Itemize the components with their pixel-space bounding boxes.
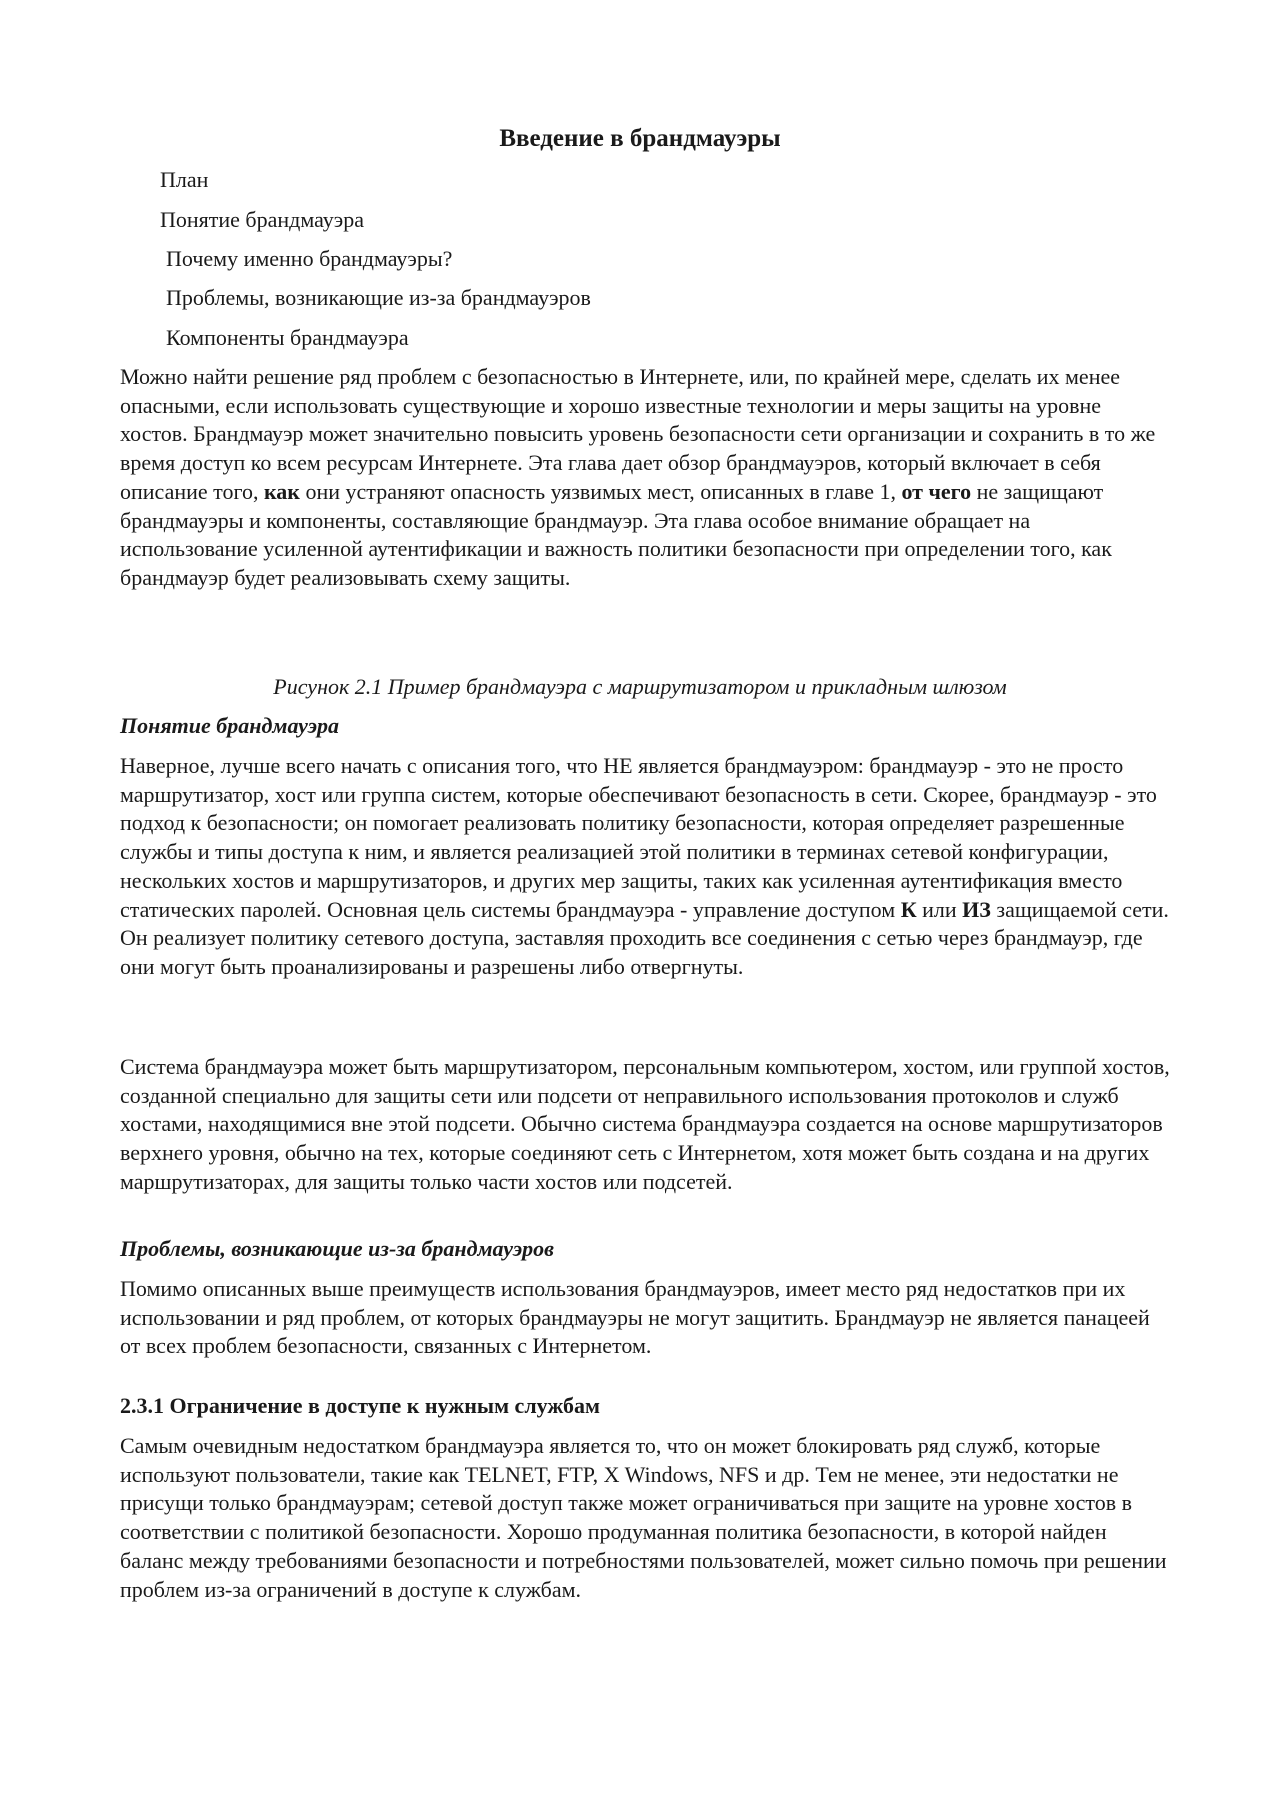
plan-item: Понятие брандмауэра [160,207,364,232]
section1-paragraph-2: Система брандмауэра может быть маршрутизатором, персональным компьютером, хостом, или группой хостов, созданной специально для защиты сети или подсети от неправильного использования протоколов и служб хостами, находящимися вне этой подсети. Обычно система брандмауэра создается на основе маршрутизаторов верхнего уровня, обычно на тех, которые соединяют сеть с Интернетом, хотя может быть создана и на других маршрутизаторах, для защиты только части хостов или подсетей. [120,1054,1170,1194]
emphasis-ot-chego: от чего [901,478,972,504]
document-title: Введение в брандмауэры [499,125,781,152]
section2-paragraph: Помимо описанных выше преимуществ использования брандмауэров, имеет место ряд недостатков при их использовании и ряд проблем, от которых брандмауэры не могут защитить. Брандмауэр не является панацеей от всех проблем безопасности, связанных с Интернетом. [120,1276,1150,1359]
plan-item: Почему именно брандмауэры? [166,246,453,271]
intro-paragraph: Можно найти решение ряд проблем с безопасностью в Интернете, или, по крайней мере, сделать их менее опасными, если использовать существующие и хорошо известные технологии и меры защиты на уровне хостов. Брандмауэр может значительно повысить уровень безопасности сети организации и сохранить в то же время доступ ко всем ресурсам Интернете. Эта глава дает обзор брандмауэров, который включает в себя описание того, как они устраняют опасность уязвимых мест, описанных в главе 1, от чего не защищают брандмауэры и компоненты, составляющие брандмауэр. Эта глава особое внимание обращает на использование усиленной аутентификации и важность политики безопасности при определении того, как брандмауэр будет реализовывать схему защиты. [120,364,1156,590]
subsection-heading: 2.3.1 Ограничение в доступе к нужным службам [120,1393,601,1418]
figure-caption: Рисунок 2.1 Пример брандмауэра с маршрутизатором и прикладным шлюзом [273,674,1007,699]
section1-paragraph-1: Наверное, лучше всего начать с описания того, что НЕ является брандмауэром: брандмауэр - это не просто маршрутизатор, хост или группа систем, которые обеспечивают безопасность в сети. Скорее, брандмауэр - это подход к безопасности; он помогает реализовать политику безопасности, которая определяет разрешенные службы и типы доступа к ним, и является реализацией этой политики в терминах сетевой конфигурации, нескольких хостов и маршрутизаторов, и других мер защиты, таких как усиленная аутентификация вместо статических паролей. Основная цель системы брандмауэра - управление доступом К или ИЗ защищаемой сети. Он реализует политику сетевого доступа, заставляя проходить все соединения с сетью через брандмауэр, где они могут быть проанализированы и разрешены либо отвергнуты. [120,753,1169,979]
section3-paragraph: Самым очевидным недостатком брандмауэра является то, что он может блокировать ряд служб, которые используют пользователи, такие как TELNET, FTP, X Windows, NFS и др. Тем не менее, эти недостатки не присущи только брандмауэрам; сетевой доступ также может ограничиваться при защите на уровне хостов в соответствии с политикой безопасности. Хорошо продуманная политика безопасности, в которой найден баланс между требованиями безопасности и потребностями пользователей, может сильно помочь при решении проблем из-за ограничений в доступе к службам. [120,1433,1167,1602]
section-heading: Проблемы, возникающие из-за брандмауэров [120,1236,554,1261]
plan-item: Проблемы, возникающие из-за брандмауэров [166,285,591,310]
section-heading: Понятие брандмауэра [120,713,340,738]
plan-heading: План [160,167,209,192]
emphasis-kak: как [263,478,300,504]
plan-item: Компоненты брандмауэра [166,325,409,350]
